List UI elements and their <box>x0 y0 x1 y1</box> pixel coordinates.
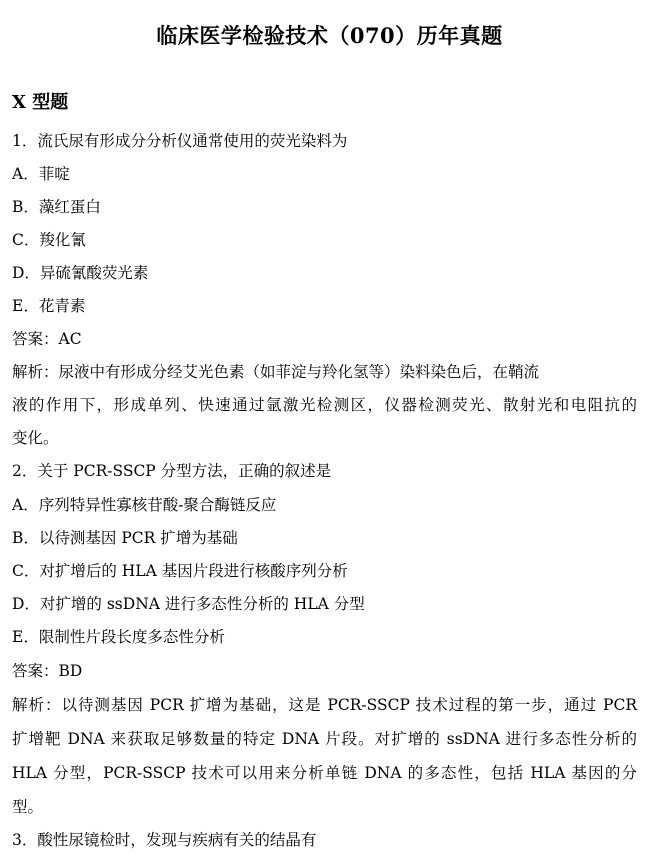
question-1-answer: 答案：AC <box>12 330 82 348</box>
question-2-explanation-line-4: 型。 <box>12 798 44 816</box>
question-2-answer: 答案：BD <box>12 662 83 680</box>
page-title: 临床医学检验技术（070）历年真题 <box>156 23 503 48</box>
question-1-option-e: E．花青素 <box>12 297 86 315</box>
question-2-option-d: D．对扩增的 ssDNA 进行多态性分析的 HLA 分型 <box>12 595 365 613</box>
question-2-explanation-line-1: 解析：以待测基因 PCR 扩增为基础，这是 PCR-SSCP 技术过程的第一步，通过 PCR <box>12 696 637 714</box>
question-2-explanation-line-3: HLA 分型，PCR-SSCP 技术可以用来分析单链 DNA 的多态性，包括 HLA 基因的分 <box>12 764 637 782</box>
question-1-stem: 1．流氏尿有形成分分析仪通常使用的荧光染料为 <box>12 132 348 150</box>
question-2-option-c: C．对扩增后的 HLA 基因片段进行核酸序列分析 <box>12 562 348 580</box>
question-2-explanation-line-2: 扩增靶 DNA 来获取足够数量的特定 DNA 片段。对扩增的 ssDNA 进行多态性分析的 <box>12 730 637 748</box>
question-2-option-a: A．序列特异性寡核苷酸-聚合酶链反应 <box>12 496 277 514</box>
question-2-option-b: B．以待测基因 PCR 扩增为基础 <box>12 529 238 547</box>
question-1-option-b: B．藻红蛋白 <box>12 198 101 216</box>
question-1-option-d: D．异硫氰酸荧光素 <box>12 264 149 282</box>
question-2-option-e: E．限制性片段长度多态性分析 <box>12 628 225 646</box>
question-1-option-a: A．菲啶 <box>12 165 70 183</box>
question-1-option-c: C．羧化氰 <box>12 231 86 249</box>
question-1-explanation-line-3: 变化。 <box>12 429 59 447</box>
question-3-stem: 3．酸性尿镜检时，发现与疾病有关的结晶有 <box>12 831 317 849</box>
question-1-explanation-line-2: 液的作用下，形成单列、快速通过氩激光检测区，仪器检测荧光、散射光和电阻抗的 <box>12 396 637 414</box>
section-heading: X 型题 <box>12 92 69 113</box>
question-2-stem: 2．关于 PCR-SSCP 分型方法，正确的叙述是 <box>12 462 332 480</box>
question-1-explanation-line-1: 解析：尿液中有形成分经艾光色素（如菲淀与羚化氢等）染料染色后，在鞘流 <box>12 363 540 381</box>
